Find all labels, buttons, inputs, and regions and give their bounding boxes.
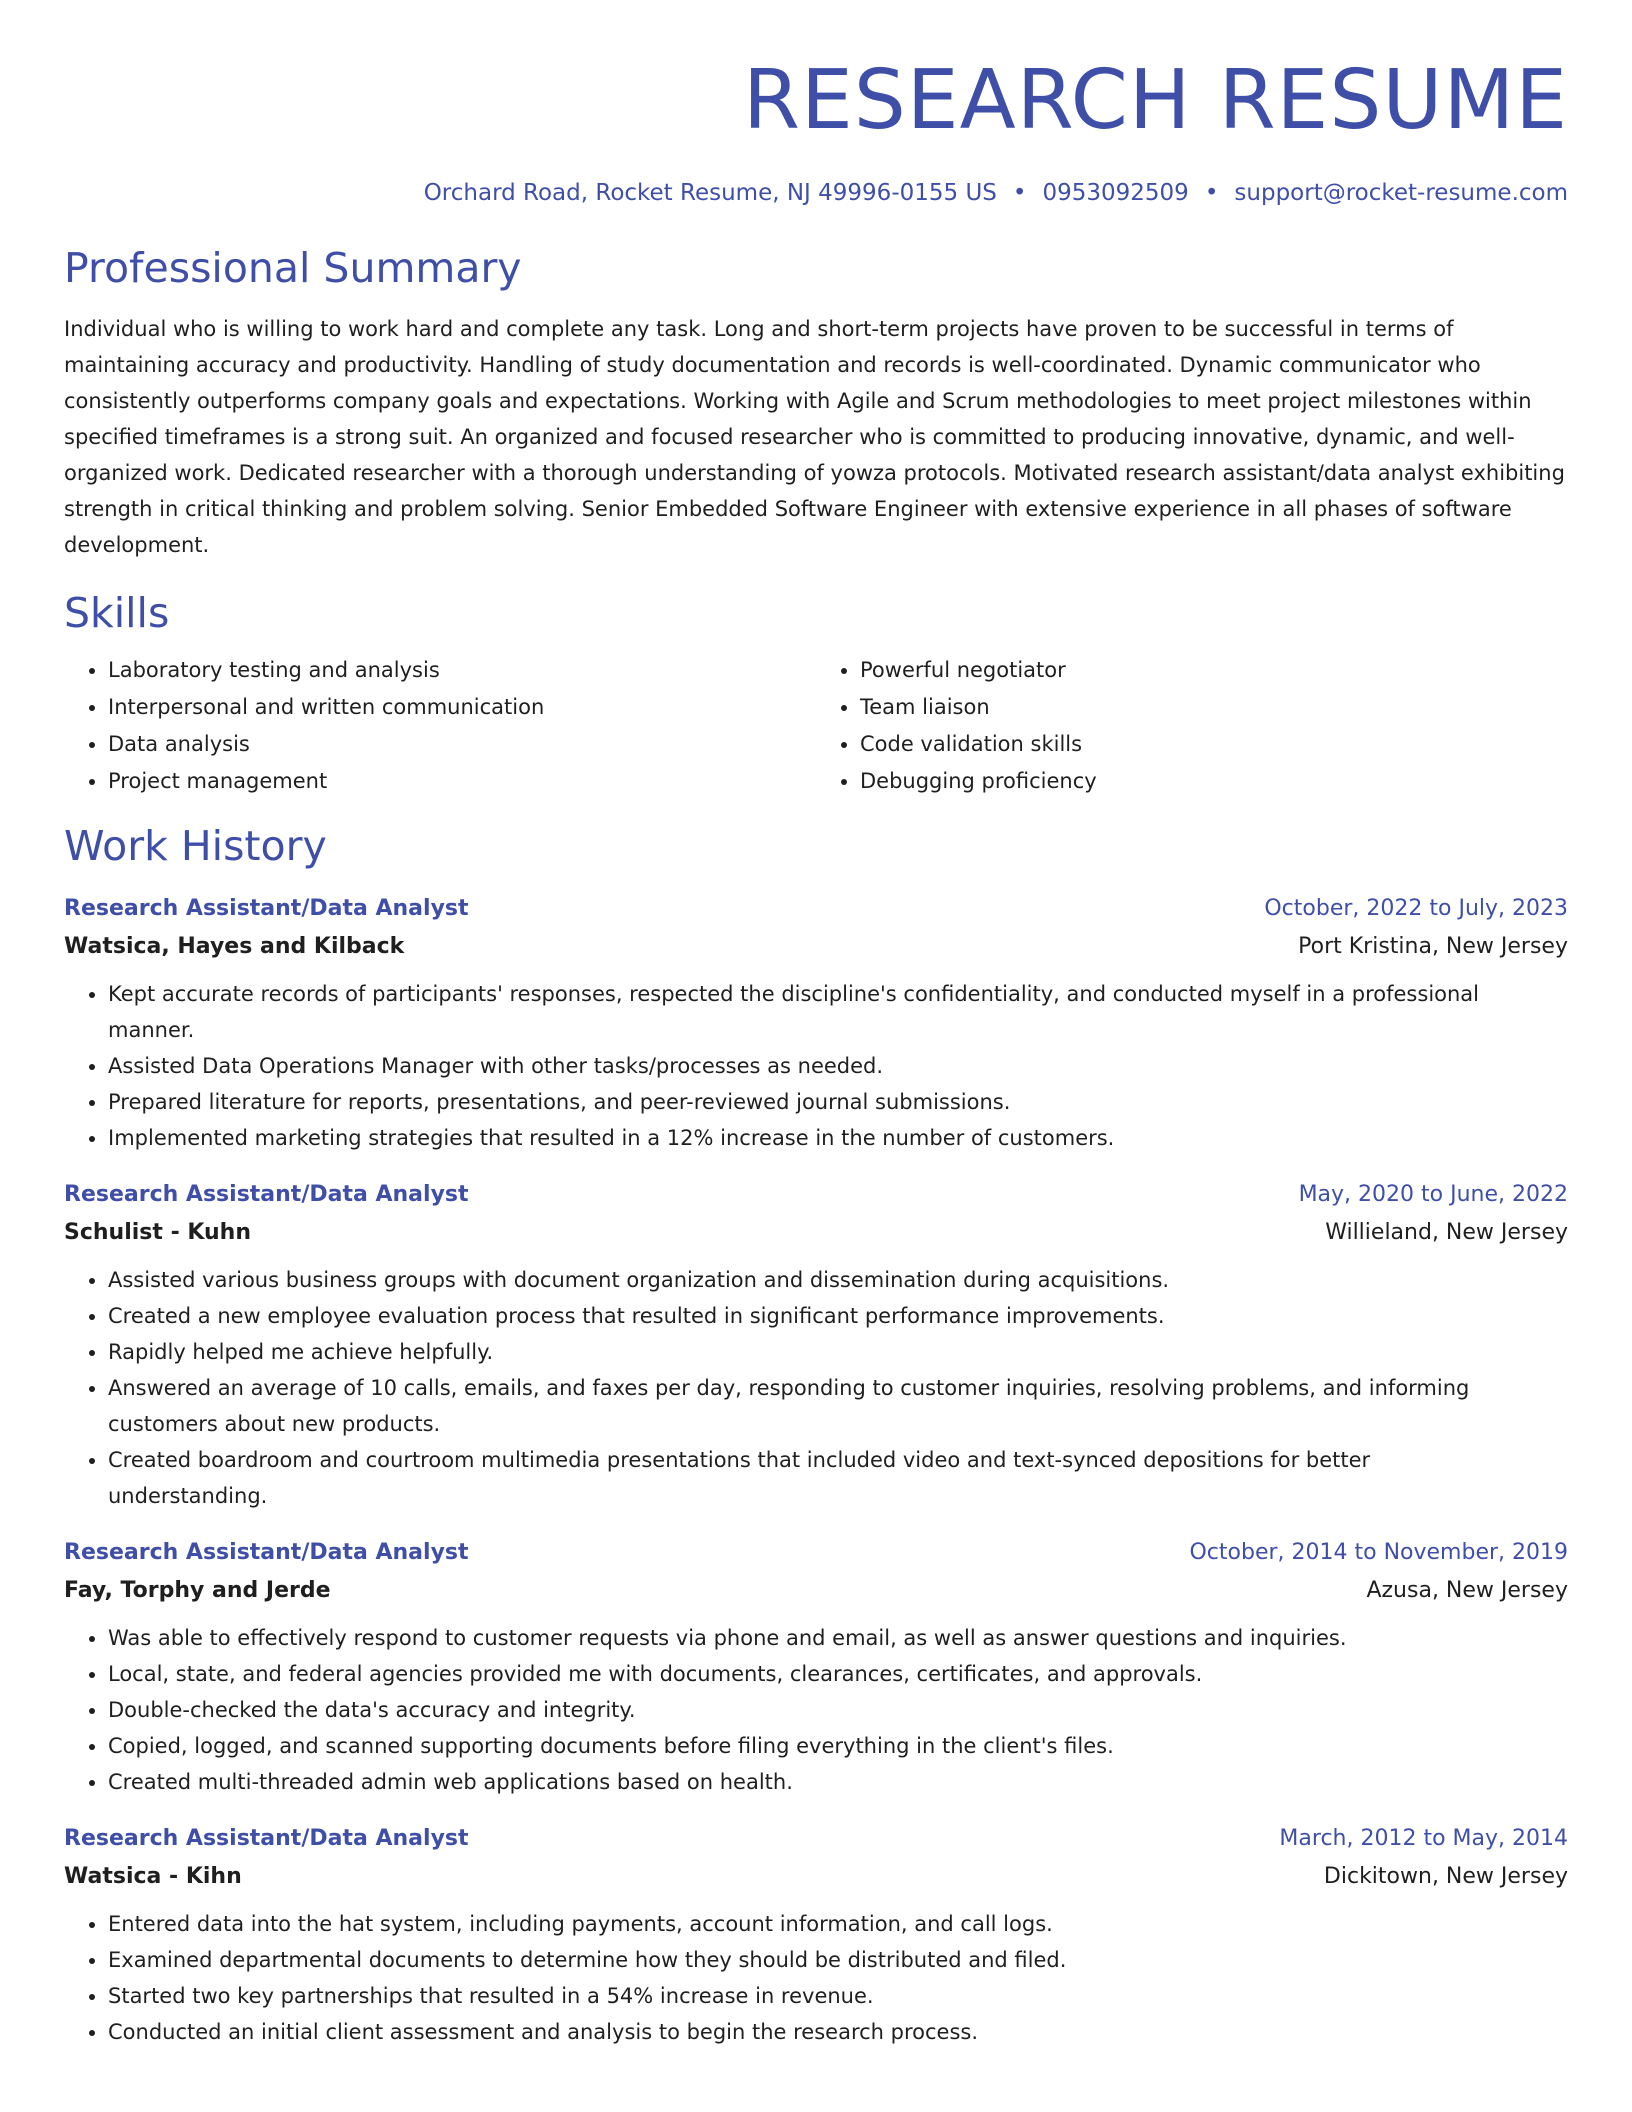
job-company-row	[64, 928, 1568, 966]
job-location: Dickitown, New Jersey	[1323, 1863, 1568, 1889]
job-title-row	[64, 1176, 1568, 1214]
job-bullet: • Local, state, and federal agencies provided me with documents, clearances, certificates, and approvals.	[108, 1656, 1568, 1692]
job-entry	[64, 1820, 1568, 2050]
skill-item: • Powerful negotiator	[860, 652, 1568, 689]
contact-separator: •	[1012, 180, 1027, 206]
job-dates: October, 2022 to July, 2023	[1264, 895, 1568, 921]
job-title-row	[64, 1534, 1568, 1572]
job-company-row	[64, 1214, 1568, 1252]
job-bullet: • Implemented marketing strategies that resulted in a 12% increase in the number of customers.	[108, 1120, 1568, 1156]
job-company: Watsica, Hayes and Kilback	[64, 933, 405, 959]
job-bullet: • Conducted an initial client assessment and analysis to begin the research process.	[108, 2014, 1568, 2050]
skills-grid	[64, 652, 1568, 800]
summary-text: Individual who is willing to work hard and complete any task. Long and short-term projects have proven to be successful in terms of maintaining accuracy and productivity. Handling of study documentation and records is well-coordinated. Dynamic communicator who consistently outperforms company goals and expectations. Working with Agile and Scrum methodologies to meet project milestones within specified timeframes is a strong suit. An organized and focused researcher who is committed to producing innovative, dynamic, and well-organized work. Dedicated researcher with a thorough understanding of yowza protocols. Motivated research assistant/data analyst exhibiting strength in critical thinking and problem solving. Senior Embedded Software Engineer with extensive experience in all phases of software development.	[64, 317, 1565, 558]
contact-address: Orchard Road, Rocket Resume, NJ 49996-0155 US	[423, 180, 997, 206]
job-bullets	[64, 976, 1568, 1156]
job-title: Research Assistant/Data Analyst	[64, 1181, 469, 1207]
job-bullet: • Answered an average of 10 calls, emails, and faxes per day, responding to customer inquiries, resolving problems, and informing customers about new products.	[108, 1370, 1568, 1442]
job-location: Azusa, New Jersey	[1366, 1577, 1568, 1603]
professional-summary-section	[64, 244, 1568, 563]
job-dates: October, 2014 to November, 2019	[1189, 1539, 1568, 1565]
skill-item: • Project management	[108, 763, 816, 800]
job-bullet: • Created a new employee evaluation process that resulted in significant performance improvements.	[108, 1298, 1568, 1334]
job-bullet: • Created multi-threaded admin web applications based on health.	[108, 1764, 1568, 1800]
skill-item: • Team liaison	[860, 689, 1568, 726]
contact-phone: 0953092509	[1042, 180, 1189, 206]
skill-item: • Interpersonal and written communication	[108, 689, 816, 726]
job-title-row	[64, 1820, 1568, 1858]
skills-section	[64, 589, 1568, 800]
job-bullet: • Started two key partnerships that resulted in a 54% increase in revenue.	[108, 1978, 1568, 2014]
work-history-section	[64, 822, 1568, 2049]
job-bullet: • Examined departmental documents to determine how they should be distributed and filed.	[108, 1942, 1568, 1978]
skills-heading: Skills	[64, 589, 170, 638]
skill-item: • Debugging proficiency	[860, 763, 1568, 800]
summary-heading: Professional Summary	[64, 244, 522, 292]
resume-title: RESEARCH RESUME	[742, 53, 1568, 148]
job-dates: March, 2012 to May, 2014	[1279, 1825, 1568, 1851]
job-bullet: • Prepared literature for reports, presentations, and peer-reviewed journal submissions.	[108, 1084, 1568, 1120]
job-title: Research Assistant/Data Analyst	[64, 1539, 469, 1565]
job-bullets	[64, 1620, 1568, 1800]
job-bullet: • Was able to effectively respond to customer requests via phone and email, as well as answer questions and inquiries.	[108, 1620, 1568, 1656]
job-bullet: • Assisted various business groups with document organization and dissemination during acquisitions.	[108, 1262, 1568, 1298]
skill-item: • Laboratory testing and analysis	[108, 652, 816, 689]
job-company-row	[64, 1572, 1568, 1610]
job-company: Fay, Torphy and Jerde	[64, 1577, 331, 1603]
job-bullet: • Double-checked the data's accuracy and integrity.	[108, 1692, 1568, 1728]
job-entry	[64, 1176, 1568, 1514]
job-company-row	[64, 1858, 1568, 1896]
job-title: Research Assistant/Data Analyst	[64, 1825, 469, 1851]
contact-line	[64, 180, 1568, 206]
skill-item: • Data analysis	[108, 726, 816, 763]
skills-column-left	[64, 652, 816, 800]
contact-separator: •	[1204, 180, 1219, 206]
job-company: Watsica - Kihn	[64, 1863, 242, 1889]
job-location: Port Kristina, New Jersey	[1298, 933, 1568, 959]
job-title: Research Assistant/Data Analyst	[64, 895, 469, 921]
job-bullet: • Kept accurate records of participants' responses, respected the discipline's confidentiality, and conducted myself in a professional manner.	[108, 976, 1568, 1048]
resume-page	[64, 0, 1568, 2050]
job-bullet: • Entered data into the hat system, including payments, account information, and call logs.	[108, 1906, 1568, 1942]
skill-item: • Code validation skills	[860, 726, 1568, 763]
skills-column-right	[816, 652, 1568, 800]
work-history-heading: Work History	[64, 822, 327, 871]
job-dates: May, 2020 to June, 2022	[1298, 1181, 1568, 1207]
job-bullet: • Rapidly helped me achieve helpfully.	[108, 1334, 1568, 1370]
job-company: Schulist - Kuhn	[64, 1219, 251, 1245]
job-location: Willieland, New Jersey	[1325, 1219, 1568, 1245]
job-bullet: • Copied, logged, and scanned supporting documents before filing everything in the client's files.	[108, 1728, 1568, 1764]
job-bullet: • Created boardroom and courtroom multimedia presentations that included video and text-synced depositions for better understanding.	[108, 1442, 1568, 1514]
job-bullet: • Assisted Data Operations Manager with other tasks/processes as needed.	[108, 1048, 1568, 1084]
job-bullets	[64, 1906, 1568, 2050]
job-entry	[64, 890, 1568, 1156]
job-entry	[64, 1534, 1568, 1800]
job-title-row	[64, 890, 1568, 928]
contact-email[interactable]: support@rocket-resume.com	[1234, 180, 1568, 206]
job-bullets	[64, 1262, 1568, 1514]
